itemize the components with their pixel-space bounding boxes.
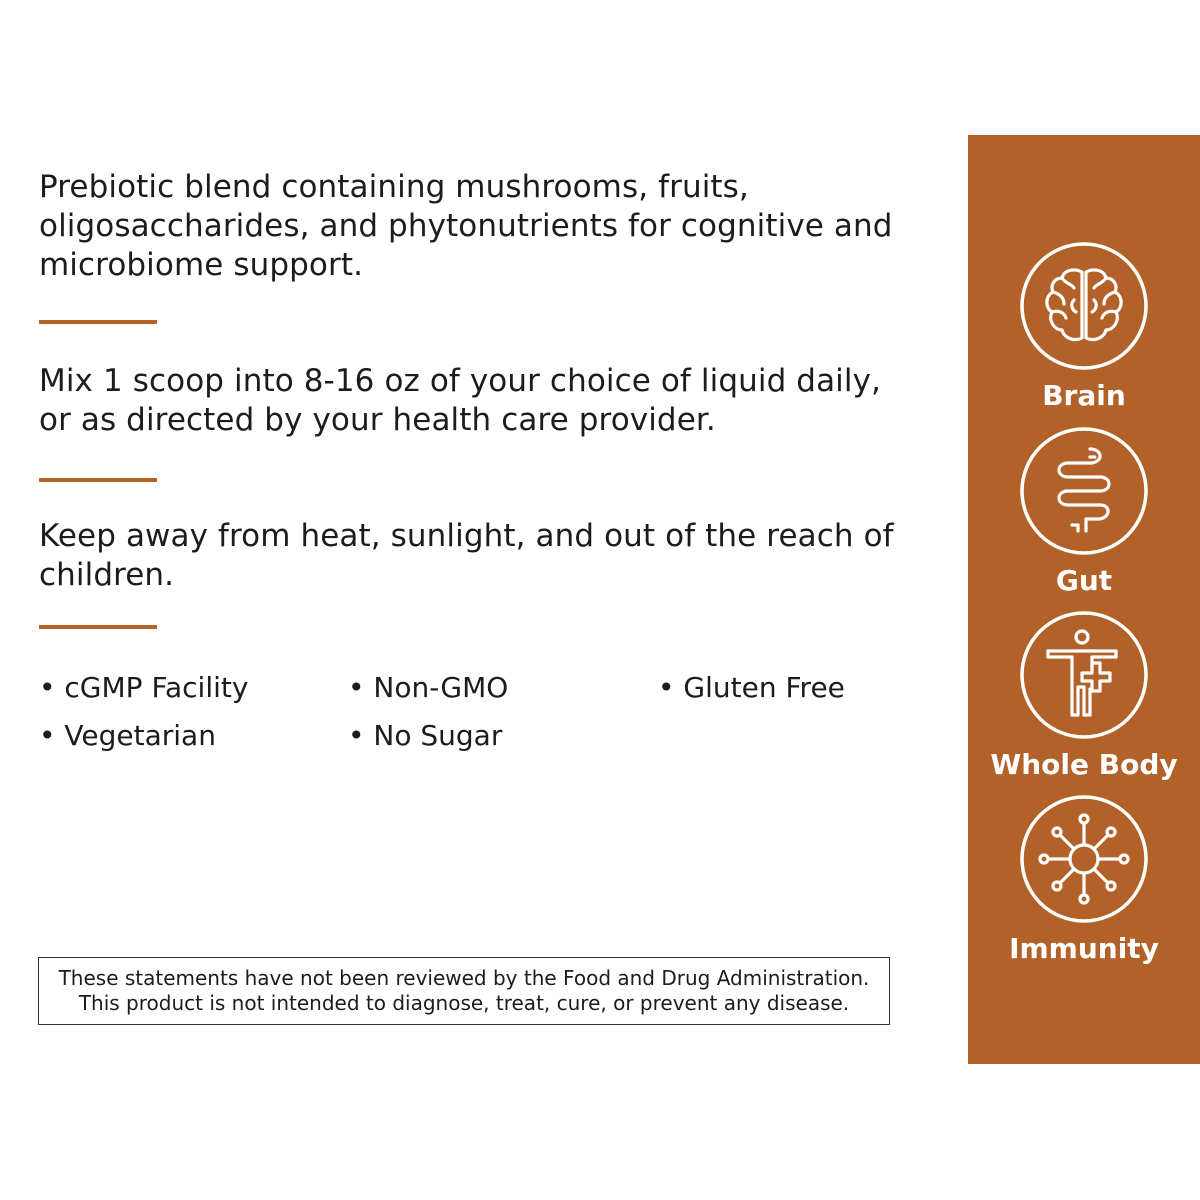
benefit-gut-label: Gut	[1055, 564, 1113, 597]
description-text: Prebiotic blend containing mushrooms, fruits, oligosaccharides, and phytonutrients for cognitive and microbiome support.	[39, 169, 893, 283]
feature-cgmp-facility: • cGMP Facility	[39, 671, 249, 704]
disclaimer-line-1: These statements have not been reviewed by the Food and Drug Administration.	[58, 966, 870, 990]
feature-gluten-free: • Gluten Free	[658, 671, 845, 704]
benefits-panel	[968, 135, 1200, 1064]
fda-disclaimer	[38, 957, 890, 1025]
benefit-whole-body-label: Whole Body	[990, 748, 1178, 781]
benefit-brain-label: Brain	[1042, 379, 1126, 412]
divider-2	[39, 478, 157, 482]
brain-icon	[1020, 242, 1148, 370]
immunity-icon	[1020, 795, 1148, 923]
benefit-immunity-label: Immunity	[1009, 932, 1159, 965]
feature-non-gmo: • Non-GMO	[348, 671, 509, 704]
body-icon	[1020, 611, 1148, 739]
feature-vegetarian: • Vegetarian	[39, 719, 216, 752]
feature-no-sugar: • No Sugar	[348, 719, 503, 752]
directions-text: Mix 1 scoop into 8-16 oz of your choice of liquid daily, or as directed by your health care provider.	[39, 363, 881, 438]
storage-text: Keep away from heat, sunlight, and out of the reach of children.	[39, 518, 894, 593]
divider-1	[39, 320, 157, 324]
disclaimer-line-2: This product is not intended to diagnose, treat, cure, or prevent any disease.	[78, 991, 850, 1015]
intestine-icon	[1020, 427, 1148, 555]
divider-3	[39, 625, 157, 629]
